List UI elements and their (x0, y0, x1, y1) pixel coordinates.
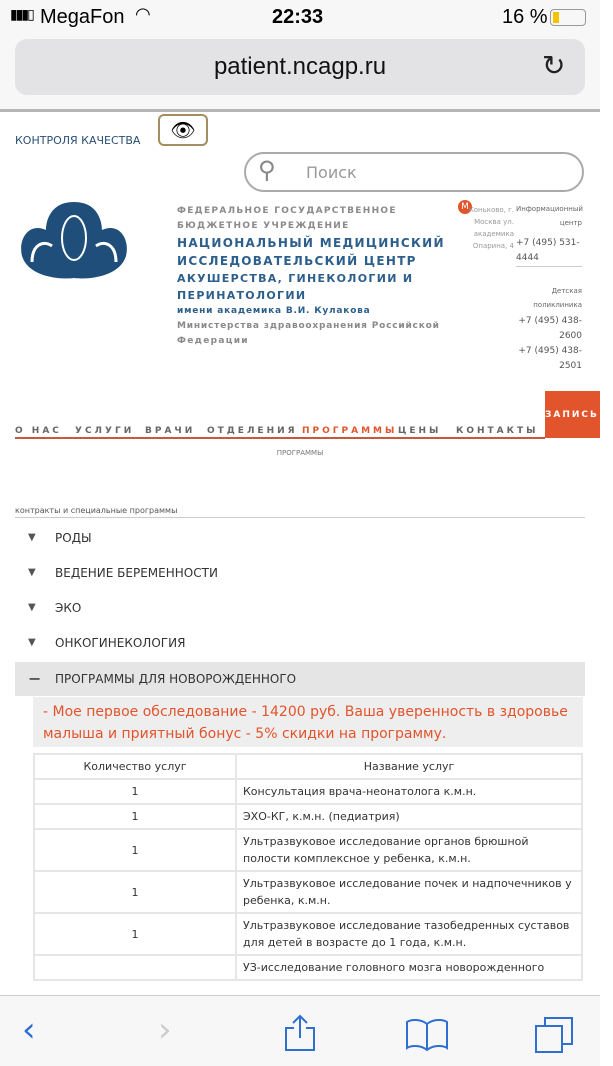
kids-phone-2[interactable]: +7 (495) 438-2501 (518, 346, 582, 371)
url-field[interactable]: patient.ncagp.ru (15, 39, 585, 95)
battery-percent: 16 % (502, 6, 548, 28)
clock: 22:33 (272, 6, 324, 28)
metro-icon: М (458, 200, 472, 214)
minus-icon: − (28, 669, 42, 688)
accordion-item-newborn[interactable]: − ПРОГРАММЫ ДЛЯ НОВОРОЖДЕННОГО (15, 662, 585, 696)
battery-icon (550, 9, 586, 26)
nav-contacts[interactable]: КОНТАКТЫ (456, 426, 539, 436)
quality-link[interactable]: КОНТРОЛЯ КАЧЕСТВА (15, 134, 141, 147)
nav-programs[interactable]: ПРОГРАММЫ (302, 426, 398, 436)
browser-toolbar (0, 995, 600, 1066)
caret-down-icon: ▼ (28, 637, 36, 648)
services-table (33, 753, 583, 981)
back-icon[interactable]: ‹ (22, 1010, 36, 1050)
browser-bar (0, 36, 600, 112)
wifi-icon: ◠ (135, 4, 151, 24)
org-name: ФЕДЕРАЛЬНОЕ ГОСУДАРСТВЕННОЕ БЮДЖЕТНОЕ УЧРЕЖДЕНИЕ НАЦИОНАЛЬНЫЙ МЕДИЦИНСКИЙ ИССЛЕДОВАТЕЛЬСКИЙ ЦЕНТР АКУШЕРСТВА, ГИНЕКОЛОГИИ И ПЕРИНАТОЛОГИИ имени академика В.И. Кулакова Министерства здравоохранения Российской Федерации (177, 206, 445, 346)
info-center-phone[interactable]: +7 (495) 531-4444 (516, 236, 582, 267)
kids-phone-1[interactable]: +7 (495) 438-2600 (518, 316, 582, 341)
accordion-item-births[interactable]: ▼ РОДЫ (15, 521, 585, 555)
status-bar (0, 0, 600, 36)
caret-down-icon: ▼ (28, 567, 36, 578)
accordion-item-pregnancy[interactable]: ▼ ВЕДЕНИЕ БЕРЕМЕННОСТИ (15, 556, 585, 590)
nav-doctors[interactable]: ВРАЧИ (145, 426, 196, 436)
caret-down-icon: ▼ (28, 602, 36, 613)
nav-services[interactable]: УСЛУГИ (75, 426, 135, 436)
nav-underline (15, 437, 545, 439)
table-row: 1 Консультация врача-неонатолога к.м.н. (35, 780, 581, 803)
search-input[interactable]: ⚲ Поиск (244, 152, 584, 192)
tabs-icon[interactable] (534, 1016, 574, 1054)
table-row: 1 Ультразвуковое исследование тазобедренных суставов для детей в возрасте до 1 года, к.м.н. (35, 914, 581, 954)
promo-text: - Мое первое обследование - 14200 руб. Ваша уверенность в здоровье малыша и приятный бонус - 5% скидки на программу. (33, 697, 583, 747)
info-center-label: Информационный центр (516, 205, 583, 227)
logo (18, 200, 130, 280)
section-title: контракты и специальные программы (15, 506, 585, 518)
caret-down-icon: ▼ (28, 532, 36, 543)
nav-about[interactable]: О НАС (15, 426, 62, 436)
nav-departments[interactable]: ОТДЕЛЕНИЯ (207, 426, 298, 436)
forward-icon: › (158, 1010, 172, 1050)
reload-icon[interactable]: ↻ (542, 49, 566, 82)
table-row: 1 ЭХО-КГ, к.м.н. (педиатрия) (35, 805, 581, 828)
table-row: 1 Ультразвуковое исследование органов брюшной полости комплексное у ребенка, к.м.н. (35, 830, 581, 870)
bookmarks-icon[interactable] (405, 1018, 449, 1052)
carrier: MegaFon (40, 6, 125, 28)
search-icon: ⚲ (258, 156, 276, 184)
accordion-item-oncogynecology[interactable]: ▼ ОНКОГИНЕКОЛОГИЯ (15, 626, 585, 660)
breadcrumb: ПРОГРАММЫ (276, 449, 324, 457)
address: Коньково, г. Москва ул. академика Опарина, 4 (468, 206, 514, 250)
appointment-button[interactable]: ЗАПИСЬ К (545, 391, 600, 438)
signal-icon: ▮▮▮▯ (10, 6, 33, 22)
kids-clinic-label: Детская поликлиника (533, 287, 582, 309)
eye-icon[interactable]: 👁 (158, 114, 208, 146)
table-header: Количество услуг Название услуг (35, 755, 581, 778)
nav-prices[interactable]: ЦЕНЫ (398, 426, 442, 436)
table-row: 1 Ультразвуковое исследование почек и надпочечников у ребенка, к.м.н. (35, 872, 581, 912)
share-icon[interactable] (284, 1014, 316, 1052)
accordion-item-ivf[interactable]: ▼ ЭКО (15, 591, 585, 625)
table-row: УЗ-исследование головного мозга новорожденного (35, 956, 581, 979)
